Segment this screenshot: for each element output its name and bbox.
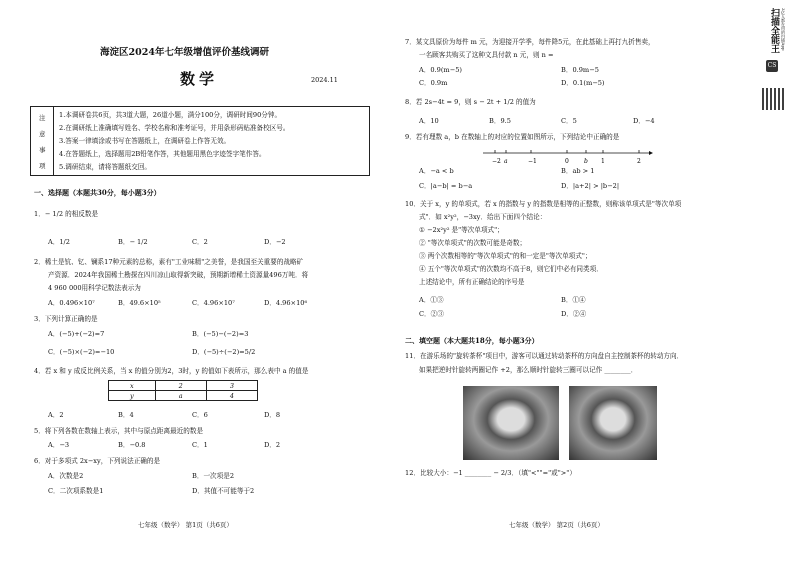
q10-option-c: C．②③	[419, 310, 444, 318]
q7-option-c: C．0.9m	[419, 79, 448, 87]
notice-head-char: 项	[39, 162, 46, 170]
q5-option-a: A．−3	[48, 441, 70, 449]
table-row	[109, 381, 258, 391]
q9-number-line	[483, 143, 653, 167]
page-footer: 七年级（数学） 第2页（共6页）	[509, 521, 604, 529]
q7-option-d: D．0.1(m−5)	[561, 79, 605, 87]
teacup-photo-right	[569, 386, 657, 460]
q8-stem: 8．若 2s−4t = 9，则 s − 2t + 1/2 的值为	[405, 98, 536, 106]
q7-stem: 7．某文具原价为每件 m 元，为迎接开学季，每件降5元，在此基础上再打九折售卖，	[405, 38, 655, 46]
q3-option-d: D．(−5)÷(−2)=5/2	[192, 348, 256, 356]
q4-option-b: B．4	[118, 411, 134, 419]
q8-option-a: A．10	[419, 117, 439, 125]
subject-title: 数学	[180, 70, 219, 88]
q6-stem: 6．对于多项式 2x−xy，下列说法正确的是	[34, 457, 161, 465]
section-heading: 一、选择题（本题共30分，每小题3分）	[34, 188, 161, 197]
axis-label: 2	[637, 158, 641, 165]
q6-option-a: A．次数是2	[48, 472, 84, 480]
table-cell: y	[109, 391, 156, 401]
page-footer: 七年级（数学） 第1页（共6页）	[138, 521, 233, 529]
q10-option-b: B．①④	[561, 296, 586, 304]
q3-option-c: C．(−5)×(−2)=−10	[48, 348, 115, 356]
notice-head-char: 事	[39, 146, 46, 154]
q9-option-c: C．|a−b| = b−a	[419, 182, 473, 190]
q8-option-c: C．5	[561, 117, 577, 125]
q10-stem: 10．关于 x，y 的单项式，若 x 的指数与 y 的指数是相等的正整数，则称该单项式是"等次单项	[405, 200, 682, 208]
q10-claim: ④ 五个"等次单项式"的次数均不高于8，则它们中必有同类项．	[419, 265, 603, 273]
q10-option-a: A．①③	[419, 296, 444, 304]
section-heading: 二、填空题（本大题共18分，每小题3分）	[405, 336, 539, 345]
axis-label: b	[584, 158, 588, 165]
notice-head-char: 意	[39, 130, 46, 138]
scanner-logo-icon: CS	[766, 60, 778, 72]
q11-stem: 11．在游乐场的"旋转茶杯"项目中，游客可以通过转动茶杯的方向盘自主控制茶杯的转动方向．	[405, 352, 684, 360]
notice-item: 1.本调研卷共6页，共3道大题，26道小题，满分100分，调研时间90分钟。	[59, 111, 282, 119]
right-page	[397, 0, 757, 561]
q6-option-b: B．一次项是2	[192, 472, 235, 480]
table-cell: 4	[206, 391, 257, 401]
table-cell: x	[109, 381, 156, 391]
scanner-tagline: 3亿人都在用的扫描App	[781, 8, 786, 51]
q5-option-d: D．2	[264, 441, 281, 449]
qr-code-icon	[762, 88, 784, 110]
q5-option-b: B．−0.8	[118, 441, 146, 449]
q2-option-c: C．4.96×10⁷	[192, 299, 235, 307]
notice-head	[31, 107, 54, 175]
q10-claim: ③ 两个次数相等的"等次单项式"的和一定是"等次单项式"；	[419, 252, 592, 260]
teacup-photo-left	[463, 386, 559, 460]
notice-item: 4.在答题纸上，选择题用2B铅笔作答，其他题用黑色字迹签字笔作答。	[59, 150, 266, 158]
q10-claim: ② "等次单项式"的次数可能是奇数；	[419, 239, 527, 247]
q1-stem: 1．− 1/2 的相反数是	[34, 210, 99, 218]
q9-option-a: A．−a < b	[419, 167, 454, 175]
q1-option-b: B．− 1/2	[118, 238, 148, 246]
exam-date: 2024.11	[311, 76, 338, 84]
table-row	[109, 391, 258, 401]
q9-stem: 9．若有理数 a，b 在数轴上的对应的位置如图所示，下列结论中正确的是	[405, 133, 620, 141]
table-cell: a	[155, 391, 206, 401]
table-cell: 3	[206, 381, 257, 391]
q5-stem: 5．将下列各数在数轴上表示，其中与原点距离最近的数是	[34, 427, 204, 435]
q10-tail: 上述结论中，所有正确结论的序号是	[419, 278, 525, 286]
q1-option-a: A．1/2	[48, 238, 70, 246]
q2-stem: 2．稀土是钪、钇、镧系17种元素的总称，素有"工业味精"之美誉，是我国至关重要的战略矿	[34, 258, 304, 266]
scanner-brand: 扫描全能王	[769, 8, 779, 53]
q2-option-b: B．49.6×10⁵	[118, 299, 161, 307]
axis-label: 0	[565, 158, 569, 165]
q2-option-a: A．0.496×10⁷	[48, 299, 95, 307]
q8-option-b: B．9.5	[489, 117, 511, 125]
q9-option-b: B．ab > 1	[561, 167, 595, 175]
exam-title: 海淀区2024年七年级增值评价基线调研	[100, 47, 269, 58]
q3-option-a: A．(−5)+(−2)=7	[48, 330, 105, 338]
notice-box	[30, 106, 370, 176]
q12-stem: 12．比较大小：−1 ________ − 2/3．（填"<""="或">"）	[405, 469, 576, 477]
q5-option-c: C．1	[192, 441, 208, 449]
notice-item: 3.答案一律填涂或书写在答题纸上，在调研卷上作答无效。	[59, 137, 231, 145]
q3-stem: 3．下列计算正确的是	[34, 315, 98, 323]
notice-item: 5.调研结束，请将答题纸交回。	[59, 163, 152, 171]
q2-option-d: D．4.96×10⁶	[264, 299, 308, 307]
q3-option-b: B．(−5)−(−2)=3	[192, 330, 249, 338]
table-cell: 2	[155, 381, 206, 391]
q10-option-d: D．②④	[561, 310, 587, 318]
q7-option-a: A．0.9(m−5)	[419, 66, 462, 74]
axis-label: −1	[528, 158, 537, 165]
q11-stem: 如果把逆时针旋转两圈记作 +2，那么顺时针旋转三圈可以记作 ________．	[419, 366, 638, 374]
q4-option-c: C．6	[192, 411, 208, 419]
q6-option-d: D．其值不可能等于2	[192, 487, 255, 495]
q8-option-d: D．−4	[633, 117, 655, 125]
q1-option-d: D．−2	[264, 238, 286, 246]
q1-option-c: C．2	[192, 238, 208, 246]
q2-stem: 产资源．2024年我国稀土勘探在四川凉山取得新突破，预期新增稀土资源量496万吨．将	[48, 271, 309, 279]
q6-option-c: C．二次项系数是1	[48, 487, 104, 495]
axis-label: 1	[601, 158, 605, 165]
axis-label: −2	[492, 158, 501, 165]
axis-label: a	[504, 158, 508, 165]
q9-option-d: D．|a+2| > |b−2|	[561, 182, 620, 190]
q7-stem: 一名顾客共购买了这种文具付款 n 元，则 n =	[419, 51, 554, 59]
q4-stem: 4．若 x 和 y 成反比例关系，当 x 的值分别为2，3时，y 的值如下表所示，那么表中 a 的值是	[34, 367, 309, 375]
q2-stem: 4 960 000用科学记数法表示为	[48, 284, 141, 292]
q4-option-a: A．2	[48, 411, 64, 419]
notice-item: 2.在调研纸上准确填写姓名、学校名称和准考证号，并用条形码贴准备校区号。	[59, 124, 290, 132]
q10-claim: ① −2x²y² 是"等次单项式"；	[419, 226, 504, 234]
q7-option-b: B．0.9m−5	[561, 66, 599, 74]
q4-table	[108, 380, 258, 401]
q10-stem: 式"．如 x²y²，−3xy．给出下面四个结论：	[419, 213, 547, 221]
q4-option-d: D．8	[264, 411, 281, 419]
notice-head-char: 注	[39, 114, 46, 122]
